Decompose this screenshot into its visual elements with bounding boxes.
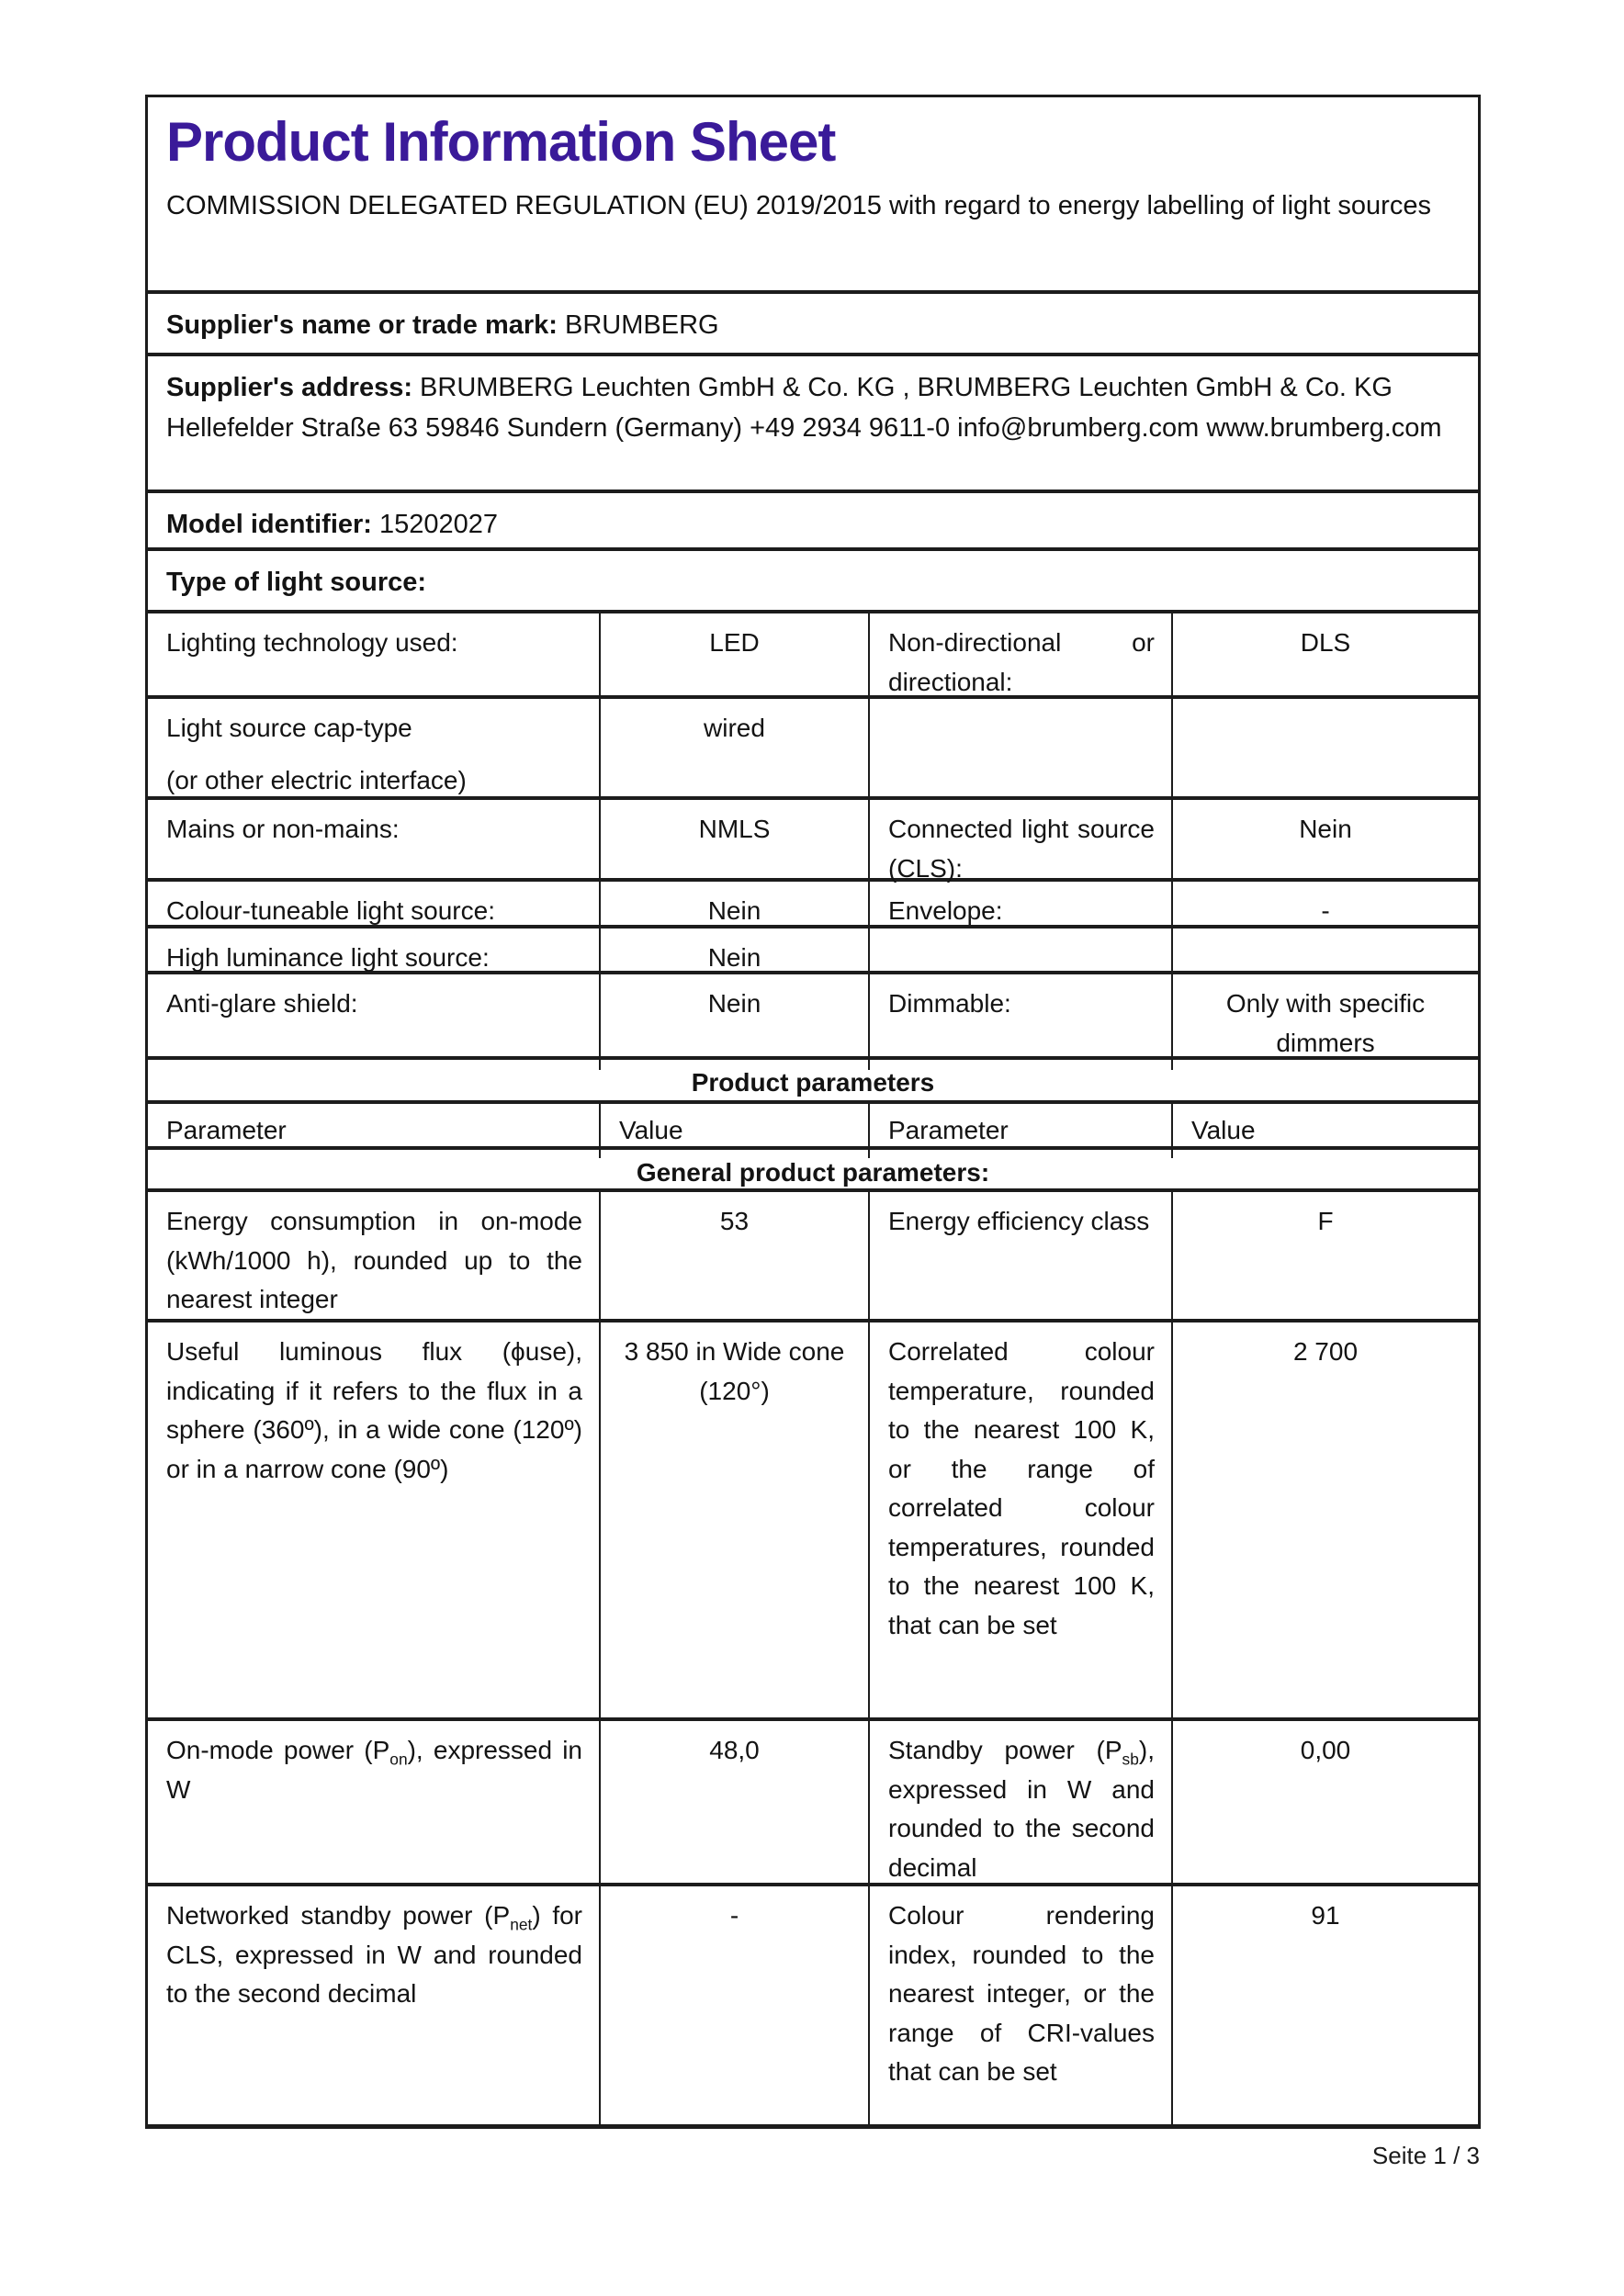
param-value: Nein: [599, 882, 868, 939]
supplier-address-value: BRUMBERG Leuchten GmbH & Co. KG , BRUMBERG Leuchten GmbH & Co. KG Hellefelder Straße 63 59846 Sundern (Germany) +49 2934 9611-0 info@brumberg.com www.brumberg.com: [166, 373, 1442, 443]
param-value: Only with specific dimmers: [1171, 974, 1478, 1070]
param-label: High luminance light source:: [166, 943, 490, 972]
param-value: LED: [599, 613, 868, 709]
model-identifier-value: 15202027: [379, 510, 499, 539]
param-value: NMLS: [599, 800, 868, 895]
param-value: wired: [599, 699, 868, 807]
param-label: Anti-glare shield:: [166, 989, 358, 1018]
param-label: Mains or non-mains:: [166, 815, 400, 843]
section-header-product-parameters: Product parameters: [148, 1056, 1478, 1100]
table-row: [148, 878, 1478, 925]
model-identifier-row: [148, 490, 1478, 547]
table-row: [148, 610, 1478, 695]
title-block: [148, 97, 1478, 290]
param-label: Envelope:: [868, 882, 1171, 939]
column-header: Parameter: [166, 1116, 287, 1144]
model-identifier-label: Model identifier:: [166, 510, 372, 539]
supplier-address-label: Supplier's address:: [166, 373, 412, 402]
page-title: Product Information Sheet: [166, 111, 836, 173]
param-value: 53: [599, 1192, 868, 1327]
param-value: -: [599, 1886, 868, 2124]
column-header: Value: [1171, 1104, 1478, 1158]
param-label: On-mode power $(P_{on})$, expressed in W: [166, 1736, 582, 1804]
table-row: [148, 971, 1478, 1056]
table-row: [148, 1883, 1478, 2124]
column-header-row: [148, 1100, 1478, 1146]
param-value: -: [1171, 882, 1478, 939]
param-label: Colour rendering index, rounded to the nearest integer, or the range of CRI-values that can be set: [868, 1886, 1171, 2124]
product-information-sheet: [145, 95, 1481, 2129]
regulation-subtitle: COMMISSION DELEGATED REGULATION (EU) 2019/2015 with regard to energy labelling of light sources: [166, 191, 1431, 220]
param-label: Correlated colour temperature, rounded to the nearest 100 K, or the range of correlated colour temperatures, rounded to the nearest 100 K, that can be set: [868, 1322, 1171, 1717]
param-value: 48,0: [599, 1721, 868, 1895]
table-row: [148, 1319, 1478, 1717]
supplier-address-row: [148, 353, 1478, 490]
param-label: Energy consumption in on-mode (kWh/1000 h), rounded up to the nearest integer: [166, 1207, 582, 1314]
param-label: Non-directional or directional:: [868, 613, 1171, 709]
supplier-name-label: Supplier's name or trade mark:: [166, 310, 558, 340]
param-label: Light source cap-type (or other electric interface): [166, 714, 467, 794]
param-value: Nein: [1171, 800, 1478, 895]
supplier-name-row: [148, 290, 1478, 353]
param-label: Energy efficiency class: [868, 1192, 1171, 1327]
table-row: [148, 1188, 1478, 1319]
page-number: Seite 1 / 3: [1371, 2142, 1480, 2169]
table-row: [148, 695, 1478, 796]
table-row: [148, 925, 1478, 971]
section-header-general-parameters: General product parameters:: [148, 1146, 1478, 1188]
type-of-light-source-label: Type of light source:: [166, 568, 427, 597]
table-row: [148, 796, 1478, 883]
param-value: F: [1171, 1192, 1478, 1327]
param-value: [1171, 699, 1478, 807]
type-of-light-source-row: [148, 547, 1478, 610]
param-label: Dimmable:: [868, 974, 1171, 1070]
param-label: Connected light source (CLS):: [868, 800, 1171, 895]
supplier-name-value: BRUMBERG: [565, 310, 719, 340]
param-label: Networked standby power $(P_{net})$ for CLS, expressed in W and rounded to the second decimal: [166, 1901, 582, 2009]
param-label: Colour-tuneable light source:: [166, 896, 495, 925]
param-label: Standby power $(P_{sb})$, expressed in W and rounded to the second decimal: [868, 1721, 1171, 1895]
param-label: Useful luminous flux (ϕuse), indicating if it refers to the flux in a sphere (360º), in a wide cone (120º) or in a narrow cone (90º): [166, 1337, 582, 1483]
param-value: DLS: [1171, 613, 1478, 709]
param-value: Nein: [599, 974, 868, 1070]
param-value: Nein: [599, 929, 868, 985]
param-value: 91: [1171, 1886, 1478, 2124]
table-row: [148, 1717, 1478, 1883]
param-value: 3 850 in Wide cone (120°): [599, 1322, 868, 1717]
param-label: Lighting technology used:: [166, 628, 458, 657]
column-header: Value: [599, 1104, 868, 1158]
param-value: 0,00: [1171, 1721, 1478, 1895]
param-value: 2 700: [1171, 1322, 1478, 1717]
param-label: [868, 699, 1171, 807]
column-header: Parameter: [868, 1104, 1171, 1158]
